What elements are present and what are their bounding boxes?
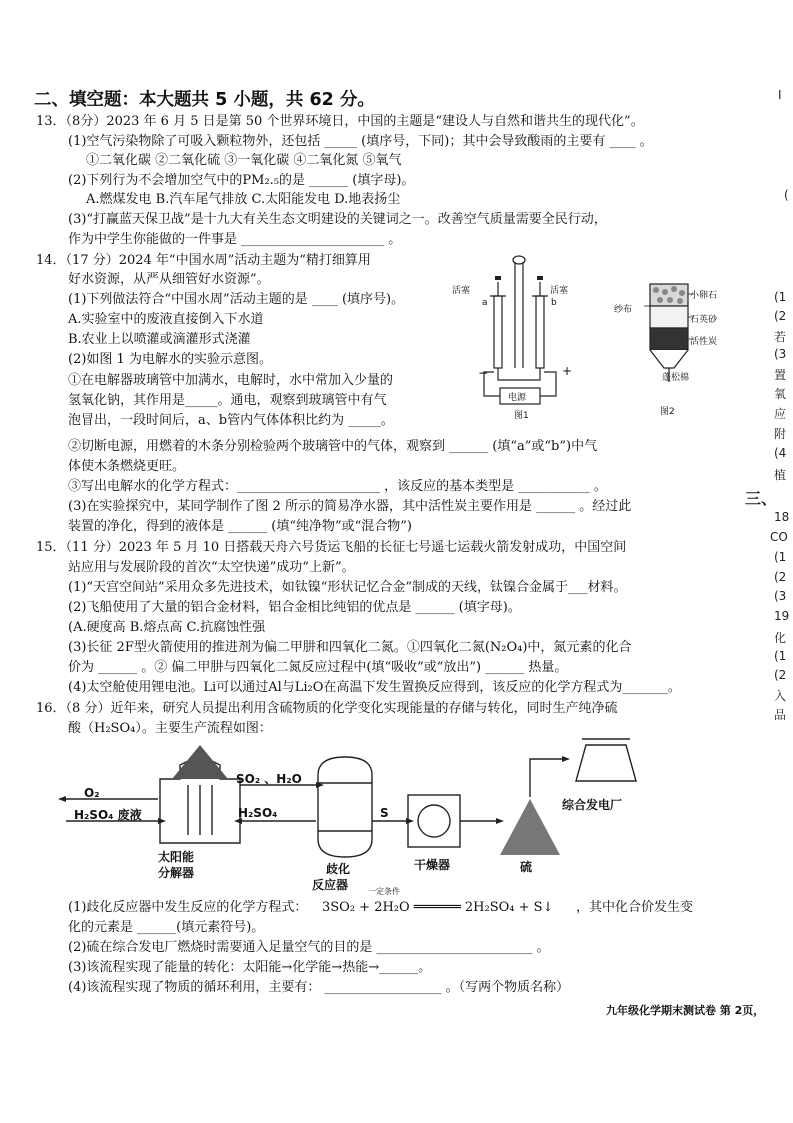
q14-line-5: B.农业上以喷灌或滴灌形式浇灌 (68, 332, 251, 347)
q15-line-8: (4)太空舱使用锂电池。Li可以通过Al与Li₂O在高温下发生置换反应得到，该反应的化学方程式为_______。 (68, 680, 681, 695)
fig1-valve-left: 活塞 (452, 286, 471, 296)
q13-line-7: 作为中学生你能做的一件事是 ______________________ 。 (68, 232, 402, 247)
flow-solar-2: 分解器 (158, 866, 195, 880)
q15-line-7: 价为 ______ 。② 偏二甲肼与四氧化二氮反应过程中(填“吸收”或“放出”) ______ 热量。 (68, 660, 568, 675)
page-footer: 九年级化学期末测试卷 第 2页， (606, 1004, 765, 1017)
edge-fragment: (3 (774, 589, 787, 603)
edge-fragment: I (778, 88, 782, 102)
edge-fragment: (4 (774, 446, 787, 460)
fig2-sand: 石英砂 (690, 315, 718, 325)
q14-line-4: A.实验室中的废液直接倒入下水道 (68, 312, 264, 327)
carbon-layer (650, 328, 688, 350)
flow-sulfur: 硫 (520, 860, 533, 874)
edge-fragment: 18 (774, 510, 790, 524)
tube-b (536, 296, 544, 368)
q13-line-1: 13．（8分）2023 年 6 月 5 日是第 50 个世界环境日，中国的主题是“建设人与自然和谐共生的现代化”。 (36, 114, 644, 129)
edge-fragment: (1 (774, 290, 787, 304)
q14-line-3: (1)下列做法符合“中国水周”活动主题的是 ____ (填序号)。 (68, 292, 405, 307)
edge-fragment: 若 (774, 330, 787, 344)
q13-line-2: (1)空气污染物除了可吸入颗粒物外，还包括 _____ (填序号，下同)；其中会导致酸雨的主要有 ____ 。 (68, 134, 653, 149)
edge-fragment: 化 (774, 631, 787, 645)
flow-disp-1: 歧化 (326, 862, 351, 876)
q13-line-6: (3)“打赢蓝天保卫战”是十九大有关生态文明建设的关键词之一。改善空气质量需要全民行动， (68, 212, 607, 227)
edge-fragment: (3 (774, 347, 787, 361)
q16-line-3b: ，其中化合价发生变 (576, 900, 694, 915)
flow-so2-h2o: SO₂ 、H₂O (236, 772, 302, 786)
edge-fragment: 三、 (745, 489, 778, 508)
edge-fragment: (2 (774, 309, 787, 323)
fig1-minus: − (478, 366, 489, 380)
fig2-caption: 图2 (660, 407, 675, 417)
flow-s: S (380, 806, 389, 820)
q14-line-9: 泡冒出，一段时间后，a、b管内气体体积比约为 _____。 (68, 413, 394, 428)
cotton-funnel (650, 350, 688, 368)
q16-line-2: 酸（H₂SO₄）。主要生产流程如图： (68, 721, 272, 736)
q16-line-6: (3)该流程实现了能量的转化：太阳能→化学能→热能→______。 (68, 960, 432, 975)
fig2-pebble: 小卵石 (690, 291, 718, 301)
q15-line-6: (3)长征 2F型火箭使用的推进剂为偏二甲肼和四氧化二氮。①四氧化二氮(N₂O₄)中，氮元素的化合 (68, 640, 632, 655)
disproportionation-reactor-shape (318, 757, 372, 857)
flow-disp-2: 反应器 (312, 878, 349, 892)
q13-line-5: A.燃煤发电 B.汽车尾气排放 C.太阳能发电 D.地表扬尘 (86, 192, 401, 207)
q16-equation: 3SO₂ + 2H₂O ══════ 2H₂SO₄ + S↓ (322, 900, 554, 915)
edge-fragment: 19 (774, 609, 790, 623)
edge-fragment: 附 (774, 427, 787, 441)
q16-line-3: (1)歧化反应器中发生反应的化学方程式： (68, 900, 308, 915)
flow-solar-1: 太阳能 (158, 850, 195, 864)
q14-line-6: (2)如图 1 为电解水的实验示意图。 (68, 352, 272, 367)
q14-line-7: ①在电解器玻璃管中加满水，电解时，水中常加入少量的 (68, 373, 394, 388)
tube-a (494, 296, 502, 368)
q15-line-5: (A.硬度高 B.熔点高 C.抗腐蚀性强 (68, 620, 266, 635)
q16-line-5: (2)硫在综合发电厂燃烧时需要通入足量空气的目的是 ________________________ 。 (68, 940, 550, 955)
q16-line-4: 化的元素是 ______(填元素符号)。 (68, 920, 265, 935)
q14-line-11: 体使木条燃烧更旺。 (68, 459, 186, 474)
fig1-label-a: a (482, 298, 488, 308)
q14-line-2: 好水资源，从严从细管好水资源”。 (68, 272, 270, 287)
q15-line-1: 15．（11 分）2023 年 5 月 10 日搭载天舟六号货运飞船的长征七号遥七运载火箭发射成功，中国空间 (36, 540, 627, 555)
q15-line-2: 站应用与发展阶段的首次“太空快递”成功“上新”。 (68, 560, 355, 575)
edge-fragment: (2 (774, 668, 787, 682)
dryer-shape (408, 795, 460, 847)
fig1-valve-right: 活塞 (550, 286, 569, 296)
q14-line-14: 装置的净化，得到的液体是 ______ (填“纯净物”或“混合物”) (68, 519, 412, 534)
q14-line-12: ③写出电解水的化学方程式：______________________ ，该反应的基本类型是 ___________ 。 (68, 479, 607, 494)
flow-power-plant: 综合发电厂 (562, 798, 623, 812)
fig1-power-label: 电源 (508, 393, 527, 403)
sulfur-pile (500, 799, 560, 855)
q14-line-13: (3)在实验探究中，某同学制作了图 2 所示的简易净水器，其中活性炭主要作用是 ______ 。经过此 (68, 499, 632, 514)
power-plant-shape (576, 745, 636, 781)
flow-h2so4: H₂SO₄ (238, 806, 278, 820)
fig2-carbon: 活性炭 (690, 337, 718, 347)
edge-fragment: 氧 (774, 387, 787, 401)
edge-fragment: 置 (774, 368, 787, 382)
fig1-label-b: b (551, 298, 557, 308)
edge-fragment: (1 (774, 649, 787, 663)
arrow-to-plant (530, 759, 562, 797)
q14-line-10: ②切断电源，用燃着的木条分别检验两个玻璃管中的气体，观察到 ______ (填“a”或“b”)中气 (68, 439, 598, 454)
section-title: 二、填空题：本大题共 5 小题，共 62 分。 (34, 90, 375, 110)
q16-line-7: (4)该流程实现了物质的循环利用，主要有： __________________ 。（写两个物质名称） (68, 980, 570, 995)
q16-line-1: 16．（8 分）近年来，研究人员提出利用含硫物质的化学变化实现能量的存储与转化，同时生产纯净硫 (36, 701, 618, 716)
flow-waste: H₂SO₄ 废液 (74, 808, 142, 822)
flow-dryer: 干燥器 (414, 858, 451, 872)
fig1-plus: + (562, 364, 573, 378)
edge-fragment: 植 (774, 468, 787, 482)
q13-line-4: (2)下列行为不会增加空气中的PM₂.₅的是 ______ (填字母)。 (68, 173, 415, 188)
edge-fragment: 入 (774, 689, 787, 703)
reservoir-tube (515, 262, 523, 368)
edge-fragment: ( (784, 188, 789, 202)
edge-fragment: (2 (774, 570, 787, 584)
q15-line-3: (1)“天宫空间站”采用众多先进技术，如钛镍“形状记忆合金”制成的天线，钛镍合金属于___材料。 (68, 580, 627, 595)
edge-fragment: CO (770, 530, 788, 544)
fig1-caption: 图1 (514, 411, 529, 421)
fig2-cotton: 蓬松棉 (662, 373, 690, 383)
q14-line-8: 氢氧化钠，其作用是_____。通电，观察到玻璃管中有气 (68, 393, 387, 408)
flow-o2: O₂ (84, 786, 100, 800)
q16-equation-condition: 一定条件 (368, 887, 400, 896)
q13-line-3: ①二氧化碳 ②二氧化硫 ③一氧化碳 ④二氧化氮 ⑤氧气 (86, 153, 402, 168)
edge-fragment: 品 (774, 708, 787, 722)
q15-line-4: (2)飞船使用了大量的铝合金材料，铝合金相比纯铝的优点是 ______ (填字母)。 (68, 600, 521, 615)
sand-layer (650, 306, 688, 328)
q14-line-1: 14．（17 分）2024 年“中国水周”活动主题为“精打细算用 (36, 253, 371, 268)
edge-fragment: (1 (774, 550, 787, 564)
fig2-gauze: 纱布 (614, 305, 633, 315)
edge-fragment: 应 (774, 407, 787, 421)
